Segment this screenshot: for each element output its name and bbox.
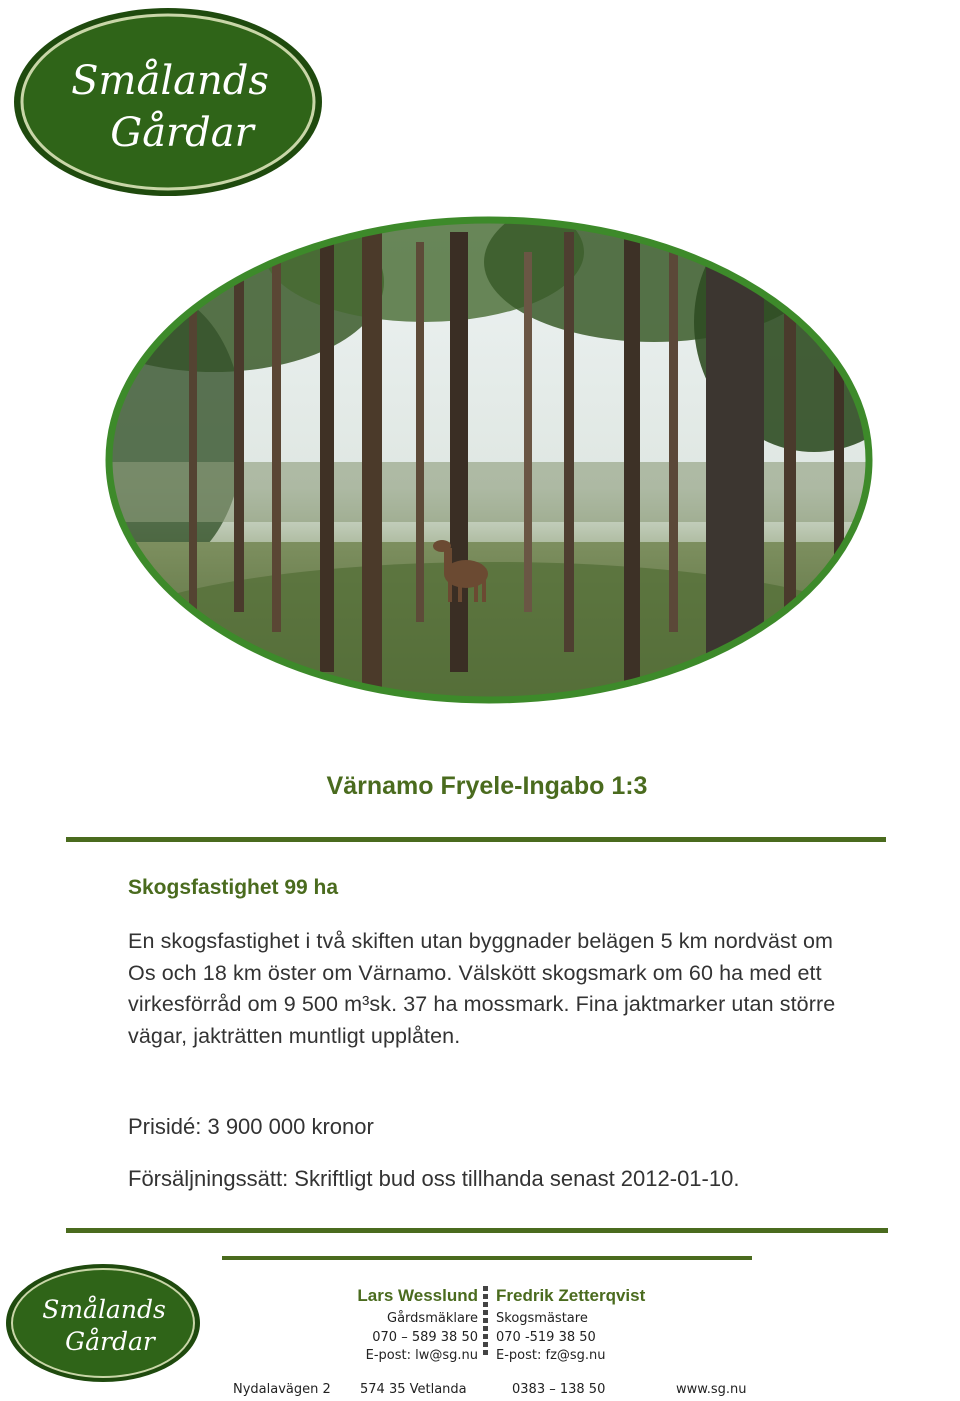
property-subtitle: Skogsfastighet 99 ha xyxy=(128,876,339,899)
sale-method-text: Försäljningssätt: Skriftligt bud oss tillhanda senast 2012-01-10. xyxy=(128,1166,740,1191)
contact-phone: 070 -519 38 50 xyxy=(496,1329,596,1345)
description-line: En skogsfastighet i två skiften utan byggnader belägen 5 km nordväst om xyxy=(128,929,834,953)
contact-name: Lars Wesslund xyxy=(357,1286,478,1305)
contact-email[interactable]: E-post: fz@sg.nu xyxy=(496,1348,606,1363)
title-divider xyxy=(66,837,886,842)
property-description xyxy=(128,926,960,1052)
footer-phone: 0383 – 138 50 xyxy=(512,1382,606,1397)
footer-divider xyxy=(66,1228,888,1233)
contact-phone: 070 – 589 38 50 xyxy=(372,1329,478,1345)
logo-text-line1: Smålands xyxy=(71,58,269,104)
contact-role: Gårdsmäklare xyxy=(387,1311,478,1326)
description-line: virkesförråd om 9 500 m³sk. 37 ha mossmark. Fina jaktmarker utan större xyxy=(128,992,836,1016)
company-logo xyxy=(10,4,326,200)
contact-role: Skogsmästare xyxy=(496,1311,588,1326)
description-line: Os och 18 km öster om Värnamo. Välskött skogsmark om 60 ha med ett xyxy=(128,960,822,985)
footer-website-link[interactable]: www.sg.nu xyxy=(676,1382,747,1397)
logo-text-line2: Gårdar xyxy=(110,110,254,156)
price-text: Prisidé: 3 900 000 kronor xyxy=(128,1114,374,1139)
footer-street: Nydalavägen 2 xyxy=(233,1382,331,1397)
footer-postal: 574 35 Vetlanda xyxy=(360,1382,467,1397)
contact-card-right xyxy=(496,1286,716,1366)
footer-company-logo xyxy=(4,1262,202,1384)
description-line: vägar, jakträtten muntligt upplåten. xyxy=(128,1023,461,1048)
contact-separator-dots xyxy=(483,1286,488,1358)
forest-photo xyxy=(94,212,884,717)
property-title: Värnamo Fryele-Ingabo 1:3 xyxy=(326,772,648,800)
contact-name: Fredrik Zetterqvist xyxy=(496,1286,646,1305)
contact-card-left xyxy=(330,1286,478,1366)
footer-divider-short xyxy=(222,1256,752,1260)
contact-email[interactable]: E-post: lw@sg.nu xyxy=(365,1348,478,1363)
footer-logo-text-line2: Gårdar xyxy=(65,1327,155,1356)
footer-logo-text-line1: Smålands xyxy=(42,1295,166,1324)
